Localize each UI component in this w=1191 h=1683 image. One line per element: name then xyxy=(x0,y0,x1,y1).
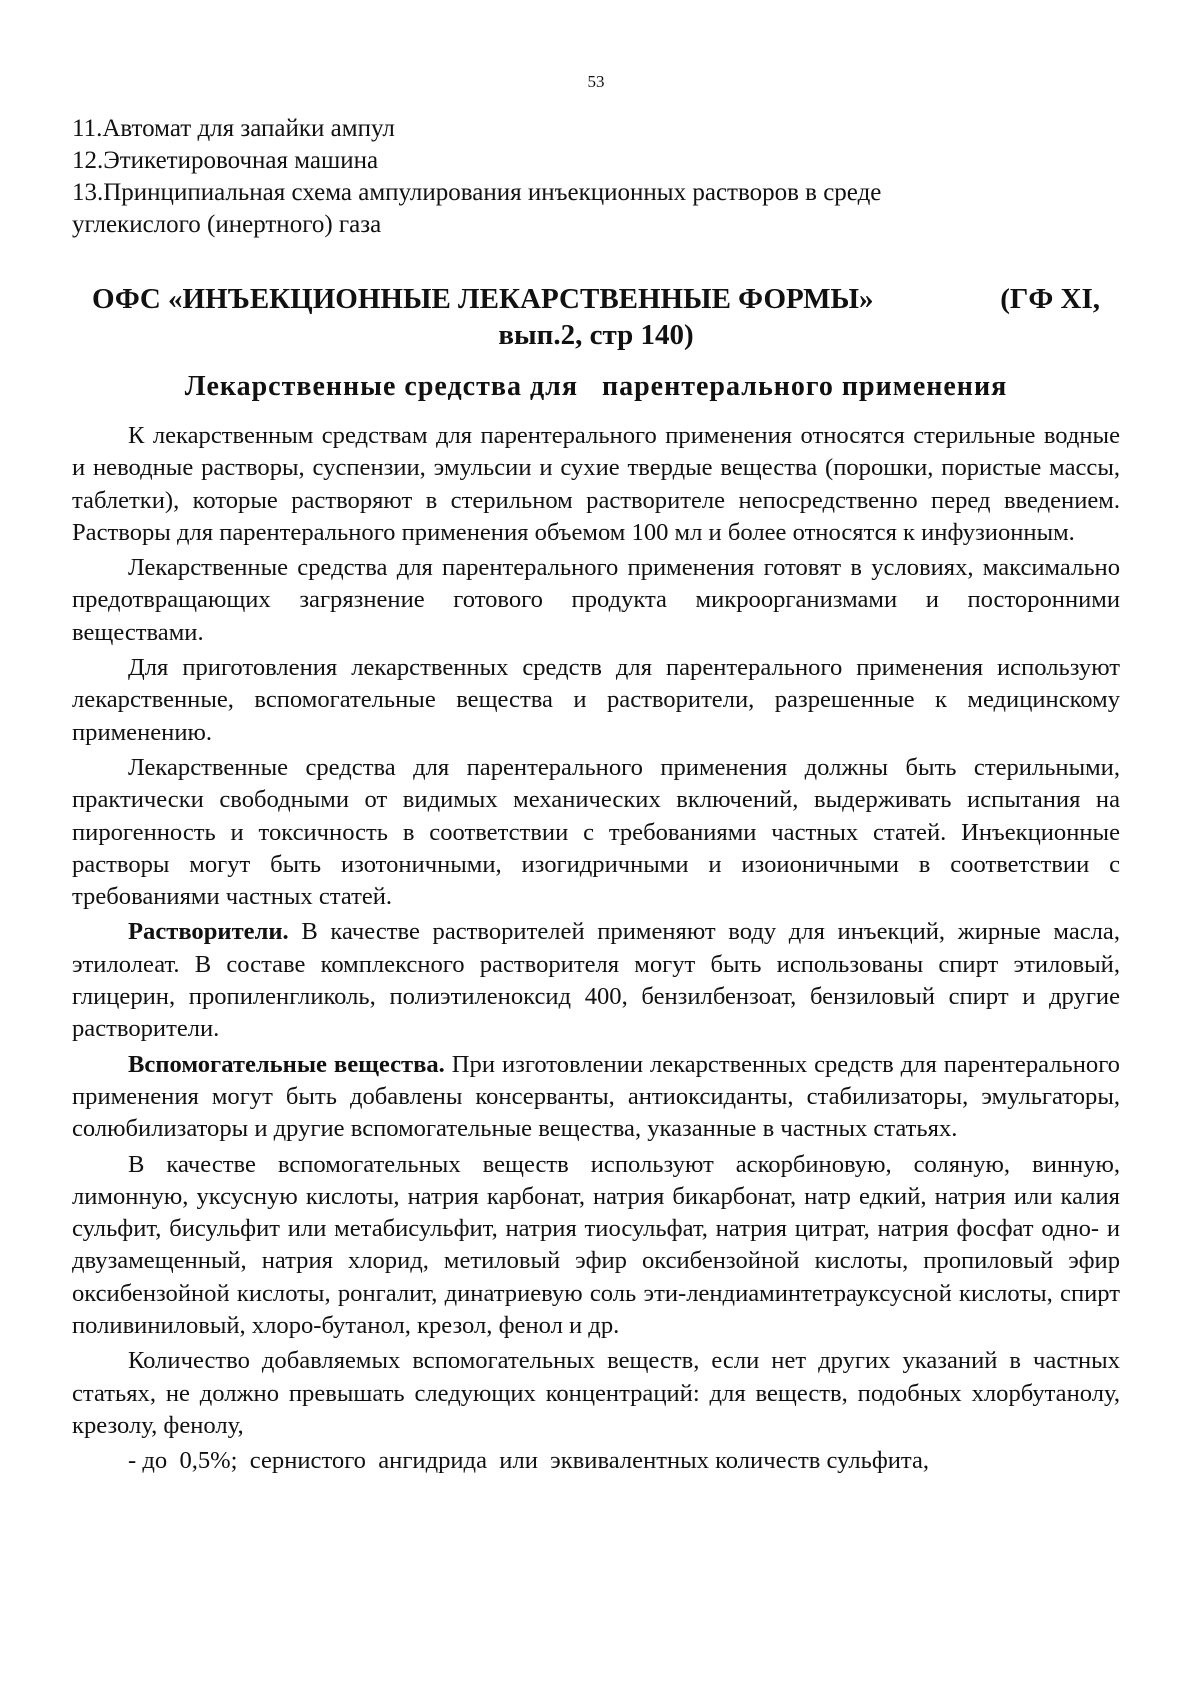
paragraph: Лекарственные средства для парентерального применения готовят в условиях, максимально предотвращающих загрязнение готового продукта микроорганизмами и посторонними веществами. xyxy=(72,554,1120,646)
paragraph: - до 0,5%; сернистого ангидрида или эквивалентных количеств сульфита, xyxy=(128,1447,930,1475)
term-solvents: Растворители. xyxy=(128,918,289,946)
paragraph xyxy=(72,1049,1120,1146)
list-item: 12.Этикетировочная машина xyxy=(72,147,379,174)
heading-reference-cont: вып.2, стр 140) xyxy=(498,319,694,351)
list-item: 13.Принципиальная схема ампулирования инъекционных растворов в среде xyxy=(72,179,882,206)
paragraph-text: При изготовлении лекарственных средств для парентерального применения могут быть добавлены консерванты, антиоксиданты, стабилизаторы, эмульгаторы, солюбилизаторы и другие вспомогательные вещества, указанные в частных статьях. xyxy=(72,1050,1120,1143)
heading-title: ОФС «ИНЪЕКЦИОННЫЕ ЛЕКАРСТВЕННЫЕ ФОРМЫ» xyxy=(92,283,874,315)
paragraph-text: В качестве растворителей применяют воду для инъекций, жирные масла, этилолеат. В составе комплексного растворителя могут быть использованы спирт этиловый, глицерин, пропиленгликоль, полиэтиленоксид 400, бензилбензоат, бензиловый спирт и другие растворители. xyxy=(72,918,1120,1043)
heading-reference: (ГФ XI, xyxy=(1000,283,1100,315)
paragraph: Лекарственные средства для парентерального применения должны быть стерильными, практически свободными от видимых механических включений, выдерживать испытания на пирогенность и токсичность в соответствии с требованиями частных статей. Инъекционные растворы могут быть изотоничными, изогидричными и изоионичными в соответствии с требованиями частных статей. xyxy=(72,753,1120,911)
paragraph: К лекарственным средствам для парентерального применения относятся стерильные водные и неводные растворы, суспензии, эмульсии и сухие твердые вещества (порошки, пористые массы, таблетки), которые растворяют в стерильном растворителе непосредственно перед введением. Растворы для парентерального применения объемом 100 мл и более относятся к инфузионным. xyxy=(72,422,1120,546)
section-subheading: Лекарственные средства для парентерального применения xyxy=(184,371,1008,402)
list-item: 11.Автомат для запайки ампул xyxy=(72,115,395,142)
paragraph xyxy=(72,916,1120,1045)
page-number: 53 xyxy=(587,72,605,91)
list-item: углекислого (инертного) газа xyxy=(72,211,382,238)
term-excipients: Вспомогательные вещества. xyxy=(128,1050,445,1078)
figure-list xyxy=(72,113,1120,241)
section-heading xyxy=(72,281,1120,353)
body-text xyxy=(72,420,1120,1481)
paragraph: В качестве вспомогательных веществ используют аскорбиновую, соляную, винную, лимонную, уксусную кислоты, натрия карбонат, натрия бикарбонат, натр едкий, натрия или калия сульфит, бисульфит или метабисульфит, натрия тиосульфат, натрия цитрат, натрия фосфат одно- и двузамещенный, натрия хлорид, метиловый эфир оксибензойной кислоты, пропиловый эфир оксибензойной кислоты, ронгалит, динатриевую соль эти-лендиаминтетрауксусной кислоты, спирт поливиниловый, хлоро-бутанол, крезол, фенол и др. xyxy=(72,1150,1120,1340)
paragraph: Для приготовления лекарственных средств для парентерального применения используют лекарственные, вспомогательные вещества и растворители, разрешенные к медицинскому применению. xyxy=(72,654,1120,746)
paragraph: Количество добавляемых вспомогательных веществ, если нет других указаний в частных статьях, не должно превышать следующих концентраций: для веществ, подобных хлорбутанолу, крезолу, фенолу, xyxy=(72,1347,1120,1439)
